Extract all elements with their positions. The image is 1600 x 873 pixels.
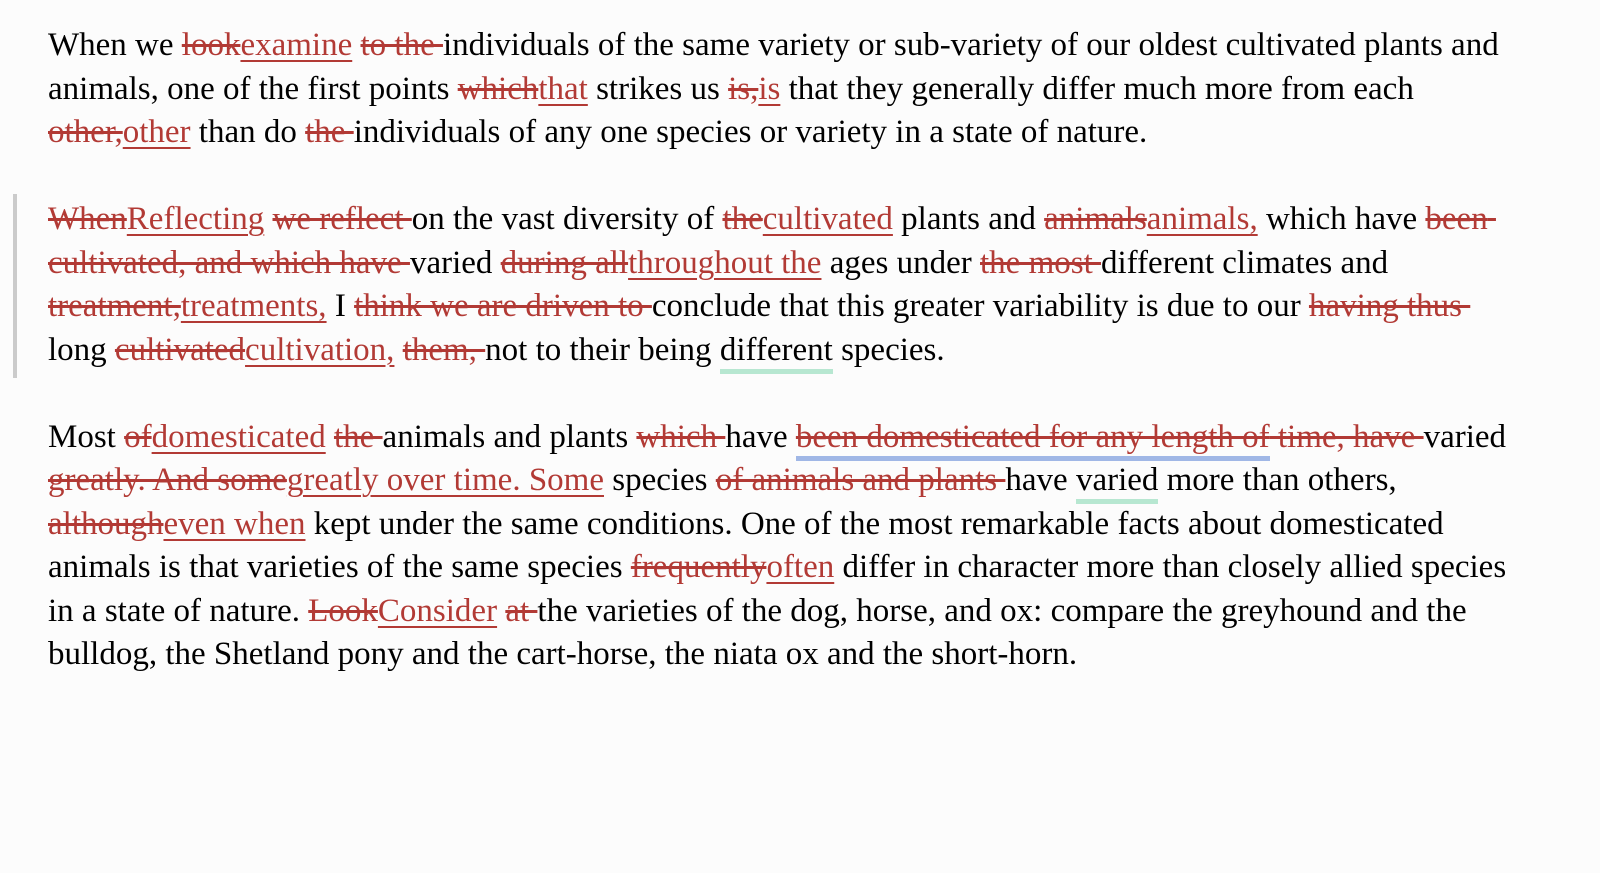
paragraph — [48, 24, 1514, 155]
text-run: species — [603, 462, 716, 498]
deleted-text: been domesticated for any length of — [796, 419, 1270, 461]
deleted-text: Look — [308, 592, 378, 629]
paragraph — [48, 198, 1514, 372]
deleted-text: frequently — [630, 549, 767, 585]
text-run: animals and plants — [382, 418, 637, 455]
inserted-text: Reflecting — [126, 201, 265, 237]
deleted-text: the — [333, 418, 383, 455]
text-run: than do — [190, 114, 306, 150]
deleted-text: we reflect — [272, 201, 412, 237]
deleted-text: which — [457, 70, 539, 107]
inserted-text: often — [766, 549, 835, 585]
inserted-text: treatments, — [180, 288, 327, 324]
text-run: Most — [48, 418, 125, 455]
text-run: species. — [832, 331, 945, 368]
deleted-text: them, — [402, 331, 486, 368]
text-run: different climates and — [1101, 244, 1397, 281]
text-run: which have — [1257, 201, 1426, 237]
deleted-text: the most — [980, 244, 1101, 281]
deleted-text: which — [636, 418, 726, 455]
inserted-text: Consider — [377, 592, 498, 629]
text-run: not to their being — [485, 331, 720, 368]
inserted-text: even when — [163, 505, 306, 542]
deleted-text: look — [181, 27, 241, 63]
text-run: have — [725, 418, 796, 455]
text-run: individuals of any one species or variety in a state of nature. — [353, 114, 1148, 150]
text-run: strikes us — [587, 70, 729, 107]
text-run: have — [1005, 462, 1076, 498]
inserted-text: throughout the — [628, 244, 822, 281]
text-run — [326, 419, 334, 455]
paragraph — [48, 416, 1514, 677]
deleted-text: of — [124, 418, 152, 455]
inserted-text: is — [758, 70, 781, 107]
deleted-text: having thus — [1308, 288, 1471, 324]
deleted-text: other, — [48, 114, 123, 150]
text-run: conclude that this greater variability is due to our — [651, 288, 1309, 324]
text-run: varied — [409, 244, 501, 281]
text-run: on the vast diversity of — [411, 201, 723, 237]
deleted-text: cultivated — [114, 331, 246, 368]
inserted-text: other — [122, 114, 191, 150]
inserted-text: greatly over time. Some — [286, 462, 604, 498]
text-run — [264, 201, 272, 237]
inserted-text: animals, — [1146, 201, 1258, 237]
text-run: I — [326, 288, 355, 324]
deleted-text: greatly. And some — [48, 462, 287, 498]
inserted-text: examine — [240, 27, 353, 63]
deleted-text: the — [722, 201, 763, 237]
deleted-text: of animals and plants — [715, 462, 1006, 498]
text-run: more than others, — [1158, 462, 1405, 498]
text-run: varied — [1423, 418, 1515, 455]
text-run: plants and — [892, 201, 1045, 237]
inserted-text: cultivation, — [245, 331, 395, 368]
deleted-text: When — [48, 201, 127, 237]
inserted-text: cultivated — [762, 201, 893, 237]
deleted-text: is, — [728, 70, 759, 107]
deleted-text: although — [48, 505, 164, 542]
text-run: differ in character more than closely allied species in a state of nature. — [48, 549, 1515, 629]
text-run: kept under the same conditions. One of the most remarkable facts about domesticated animals is that varieties of the same species — [48, 505, 1452, 585]
deleted-text: been cultivated, and which have — [48, 201, 1496, 281]
text-run: long — [48, 331, 115, 368]
deleted-text: to the — [360, 27, 443, 63]
inserted-text: domesticated — [151, 418, 326, 455]
deleted-text: the — [305, 114, 354, 150]
deleted-text: during all — [500, 244, 629, 281]
text-run: ages under — [821, 244, 980, 281]
text-run — [394, 332, 402, 368]
text-run: When we — [48, 27, 182, 63]
deleted-text: at — [505, 592, 538, 629]
text-run: varied — [1076, 462, 1158, 504]
text-run: individuals of the same variety or sub-variety of our oldest cultivated plants and animals, one of the first points — [48, 27, 1507, 107]
inserted-text: that — [538, 70, 588, 107]
deleted-text: time, have — [1269, 418, 1424, 455]
text-run: that they generally differ much more from each — [780, 70, 1423, 107]
text-run: the varieties of the dog, horse, and ox: compare the greyhound and the bulldog, the Shetland pony and the cart-horse, the niata ox and the short-horn. — [48, 592, 1475, 672]
document-body — [48, 24, 1514, 677]
text-run: different — [720, 332, 833, 374]
deleted-text: treatment, — [48, 288, 181, 324]
deleted-text: animals — [1044, 201, 1147, 237]
deleted-text: think we are driven to — [354, 288, 652, 324]
change-bar — [13, 194, 17, 378]
